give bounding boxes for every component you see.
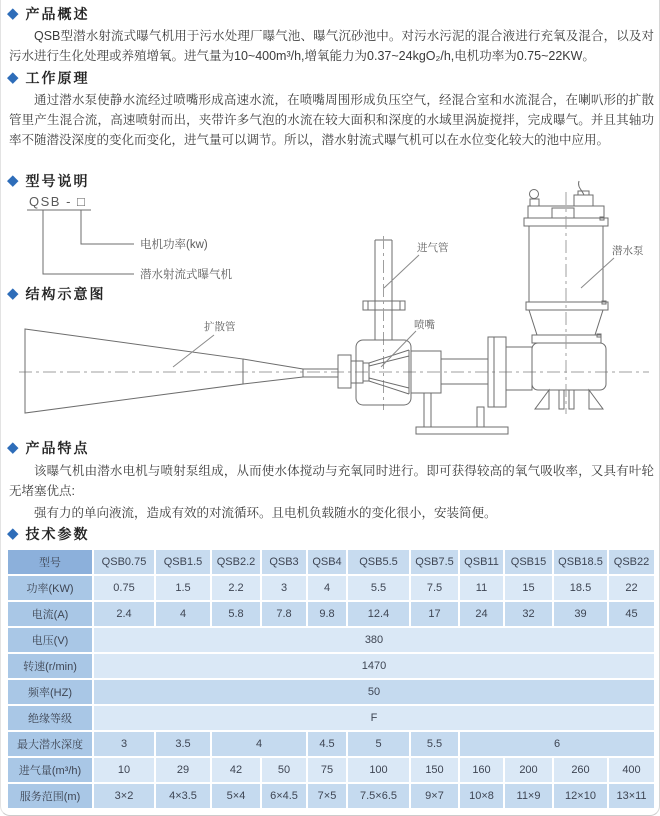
table-row xyxy=(8,628,654,652)
table-cell: 160 xyxy=(460,758,503,782)
structure-diagram xyxy=(11,178,656,440)
table-cell: 7.5×6.5 xyxy=(348,784,409,808)
features-paragraph-2: 强有力的单向液流，造成有效的对流循环。且电机负载随水的变化很小，安装简便。 xyxy=(34,506,497,520)
table-cell: 42 xyxy=(212,758,260,782)
table-cell: 4 xyxy=(308,576,346,600)
table-cell: 11 xyxy=(460,576,503,600)
diamond-bullet-icon: ◆ xyxy=(7,4,19,22)
table-cell: 24 xyxy=(460,602,503,626)
table-row-label: 绝缘等级 xyxy=(8,706,92,730)
table-model-header: QSB11 xyxy=(460,550,503,574)
model-power-label: 电机功率(kw) xyxy=(140,239,208,251)
table-cell: 4 xyxy=(212,732,306,756)
table-row-label: 频率(HZ) xyxy=(8,680,92,704)
table-cell: 100 xyxy=(348,758,409,782)
table-cell: 2.4 xyxy=(94,602,154,626)
table-row xyxy=(8,732,654,756)
table-cell: 2.2 xyxy=(212,576,260,600)
table-cell: 13×11 xyxy=(609,784,654,808)
table-cell: 50 xyxy=(94,680,654,704)
table-cell: 39 xyxy=(554,602,607,626)
table-row-label: 进气量(m³/h) xyxy=(8,758,92,782)
pump-cable xyxy=(579,181,584,195)
table-model-header: QSB15 xyxy=(505,550,552,574)
table-header-row xyxy=(8,550,654,574)
table-row-label: 服务范围(m) xyxy=(8,784,92,808)
table-model-header: QSB5.5 xyxy=(348,550,409,574)
table-cell: 15 xyxy=(505,576,552,600)
table-cell: 4 xyxy=(156,602,210,626)
section-title-model: 型号说明 xyxy=(25,173,90,189)
table-cell: 9.8 xyxy=(308,602,346,626)
table-row-label: 转速(r/min) xyxy=(8,654,92,678)
nozzle-label: 喷嘴 xyxy=(414,319,435,331)
section-title-principle: 工作原理 xyxy=(25,70,90,86)
table-cell: 7.5 xyxy=(411,576,458,600)
model-name-label: 潜水射流式曝气机 xyxy=(140,269,232,281)
table-row-label: 最大潜水深度 xyxy=(8,732,92,756)
table-cell: 10×8 xyxy=(460,784,503,808)
table-row xyxy=(8,758,654,782)
table-model-header: QSB0.75 xyxy=(94,550,154,574)
table-model-header: QSB7.5 xyxy=(411,550,458,574)
table-cell: 7.8 xyxy=(262,602,306,626)
pump-volute xyxy=(532,343,606,390)
table-cell: 380 xyxy=(94,628,654,652)
table-cell: 29 xyxy=(156,758,210,782)
table-model-header: QSB4 xyxy=(308,550,346,574)
table-cell: 4.5 xyxy=(308,732,346,756)
table-row xyxy=(8,576,654,600)
table-cell: 3×2 xyxy=(94,784,154,808)
table-cell: 3.5 xyxy=(156,732,210,756)
support-base xyxy=(416,427,508,434)
section-heading-features xyxy=(7,438,90,458)
table-cell: 10 xyxy=(94,758,154,782)
diamond-bullet-icon: ◆ xyxy=(7,68,19,86)
section-heading-specs xyxy=(7,524,90,544)
diffuser-label: 扩散管 xyxy=(204,321,236,333)
overview-paragraph: QSB型潜水射流式曝气机用于污水处理厂曝气池、曝气沉砂池中。对污水污泥的混合液进行充氧及混合，以及对污水进行生化处理或养殖增氧。进气量为10~400m³/h,增氧能力为0.37~24kgO₂/h,电机功率为0.75~22KW。 xyxy=(9,29,654,63)
section-title-structure: 结构示意图 xyxy=(25,286,106,302)
air-pipe-label: 进气管 xyxy=(417,242,449,254)
table-model-header: QSB2.2 xyxy=(212,550,260,574)
table-cell: 5 xyxy=(348,732,409,756)
table-cell: 5×4 xyxy=(212,784,260,808)
table-cell: 17 xyxy=(411,602,458,626)
table-cell: 6 xyxy=(460,732,654,756)
table-cell: 3 xyxy=(262,576,306,600)
diamond-bullet-icon: ◆ xyxy=(7,284,19,302)
features-paragraph-1: 该曝气机由潜水电机与喷射泵组成，从而使水体搅动与充氧同时进行。即可获得较高的氧气吸收率，又具有叶轮无堵塞优点: xyxy=(9,464,654,498)
table-cell: 12×10 xyxy=(554,784,607,808)
table-row-label: 电压(V) xyxy=(8,628,92,652)
table-row xyxy=(8,784,654,808)
table-model-header: QSB22 xyxy=(609,550,654,574)
model-code-text: QSB - □ xyxy=(29,194,87,209)
table-cell: 11×9 xyxy=(505,784,552,808)
table-cell: 5.5 xyxy=(411,732,458,756)
table-cell: 260 xyxy=(554,758,607,782)
table-cell: 32 xyxy=(505,602,552,626)
spec-table xyxy=(6,548,656,810)
table-model-header: QSB3 xyxy=(262,550,306,574)
diamond-bullet-icon: ◆ xyxy=(7,171,19,189)
table-row xyxy=(8,680,654,704)
table-row xyxy=(8,706,654,730)
table-cell: 400 xyxy=(609,758,654,782)
diffuser-horn xyxy=(25,329,243,413)
table-cell: 75 xyxy=(308,758,346,782)
table-cell: 5.5 xyxy=(348,576,409,600)
table-cell: 6×4.5 xyxy=(262,784,306,808)
pump-label: 潜水泵 xyxy=(612,245,644,257)
spec-table-body xyxy=(8,550,654,808)
section-heading-principle xyxy=(7,68,90,88)
table-cell: 45 xyxy=(609,602,654,626)
table-row-label: 功率(KW) xyxy=(8,576,92,600)
table-model-header: QSB18.5 xyxy=(554,550,607,574)
section-heading-overview xyxy=(7,4,90,24)
table-cell: 9×7 xyxy=(411,784,458,808)
table-cell: 18.5 xyxy=(554,576,607,600)
section-title-features: 产品特点 xyxy=(25,440,90,456)
table-row xyxy=(8,602,654,626)
table-cell: 12.4 xyxy=(348,602,409,626)
table-cell: 7×5 xyxy=(308,784,346,808)
table-cell: 1470 xyxy=(94,654,654,678)
principle-paragraph: 通过潜水泵使静水流经过喷嘴形成高速水流，在喷嘴周围形成负压空气，经混合室和水流混合，在喇叭形的扩散管里产生混合流，高速喷射而出，夹带许多气泡的水流在较大面积和深度的水域里涡旋搅拌，完成曝气。并且其轴功率不随潜没深度的变化而变化，进气量可以调节。所以，潜水射流式曝气机可以在水位变化较大的池中应用。 xyxy=(9,93,654,147)
table-cell: 22 xyxy=(609,576,654,600)
table-cell: 4×3.5 xyxy=(156,784,210,808)
diamond-bullet-icon: ◆ xyxy=(7,524,19,542)
table-cell: 150 xyxy=(411,758,458,782)
table-row xyxy=(8,654,654,678)
table-model-header: QSB1.5 xyxy=(156,550,210,574)
table-cell: 0.75 xyxy=(94,576,154,600)
table-cell: 3 xyxy=(94,732,154,756)
table-cell: F xyxy=(94,706,654,730)
table-cell: 50 xyxy=(262,758,306,782)
diamond-bullet-icon: ◆ xyxy=(7,438,19,456)
table-cell: 5.8 xyxy=(212,602,260,626)
table-corner-cell: 型号 xyxy=(8,550,92,574)
table-cell: 200 xyxy=(505,758,552,782)
table-cell: 1.5 xyxy=(156,576,210,600)
table-row-label: 电流(A) xyxy=(8,602,92,626)
section-title-specs: 技术参数 xyxy=(25,526,90,542)
section-title-overview: 产品概述 xyxy=(25,6,90,22)
